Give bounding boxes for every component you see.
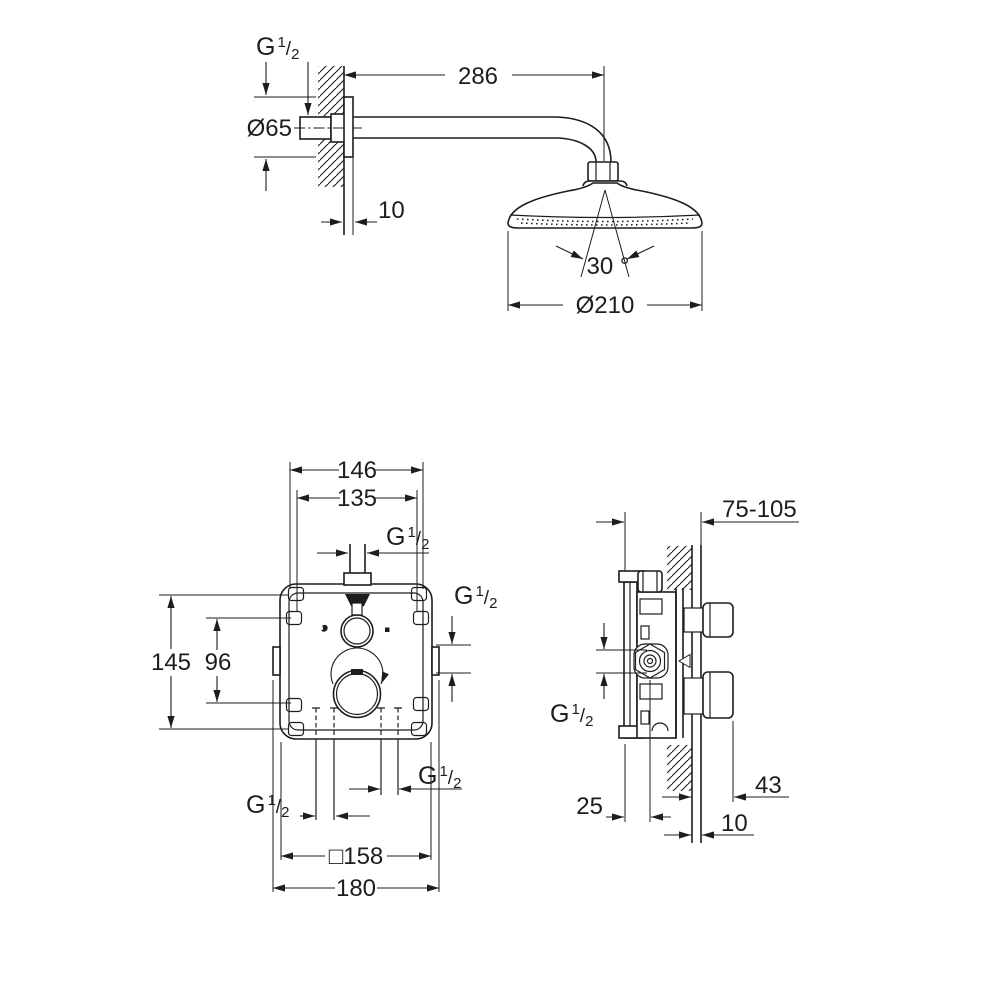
dim-width-inner-label: 135 — [336, 485, 378, 512]
concealed-valve-side-view — [550, 496, 799, 843]
dim-flange-diameter-label: Ø65 — [246, 115, 292, 142]
dim-height-inner-label: 96 — [204, 649, 232, 676]
dim-flange-diameter — [247, 97, 316, 191]
arm-nut — [588, 162, 618, 181]
thread-size-label: G $^1_/$2 — [386, 523, 430, 553]
dim-arm-length-label: 286 — [457, 63, 499, 90]
thread-size-label: G $^1_/$2 — [550, 700, 594, 730]
shower-arm — [353, 117, 611, 162]
dim-depth-range-label: 75-105 — [722, 496, 797, 523]
dim-thread-front-bottom-right — [349, 762, 462, 792]
dim-height-outer-label: 145 — [150, 649, 192, 676]
cold-marker-icon — [385, 628, 390, 633]
wall-section — [318, 66, 344, 235]
shower-head — [508, 181, 702, 228]
dim-flange-depth — [321, 197, 405, 224]
dim-tile-thickness-label: 10 — [721, 810, 748, 837]
dim-arm-length — [344, 63, 604, 161]
wall-flange — [344, 97, 353, 235]
dim-depth-range — [596, 496, 799, 571]
dim-thread-front-top — [317, 523, 429, 553]
dim-projection-label: 43 — [755, 772, 782, 799]
thread-size-label: G $^1_/$2 — [454, 582, 498, 612]
thread-size-label: G $^1_/$2 — [418, 762, 462, 792]
thread-size-label: G $^1_/$2 — [256, 33, 300, 63]
dim-thread-front-bottom-left — [246, 791, 370, 821]
dim-flange-depth-label: 10 — [378, 197, 405, 224]
flow-direction-icon — [679, 655, 690, 668]
dim-width-outer-label: 146 — [336, 457, 378, 484]
dim-thread-top — [256, 33, 308, 115]
dim-spray-angle-label: 30 ° — [586, 253, 630, 280]
dim-depth-to-center-label: 25 — [576, 793, 603, 820]
head-arm-side-view — [247, 33, 702, 319]
dim-square-size — [281, 742, 431, 870]
dim-tile-thickness — [664, 810, 754, 837]
top-outlet-stub — [344, 544, 371, 585]
dim-thread-front-right — [436, 582, 497, 702]
valve-body-side — [619, 571, 690, 738]
thread-size-label: G $^1_/$2 — [246, 791, 290, 821]
concealed-valve-front-view — [151, 457, 497, 902]
dim-overall-width-label: 180 — [335, 875, 377, 902]
dim-square-size-label: □158 — [328, 843, 384, 870]
dim-head-diameter-label: Ø210 — [575, 292, 635, 319]
